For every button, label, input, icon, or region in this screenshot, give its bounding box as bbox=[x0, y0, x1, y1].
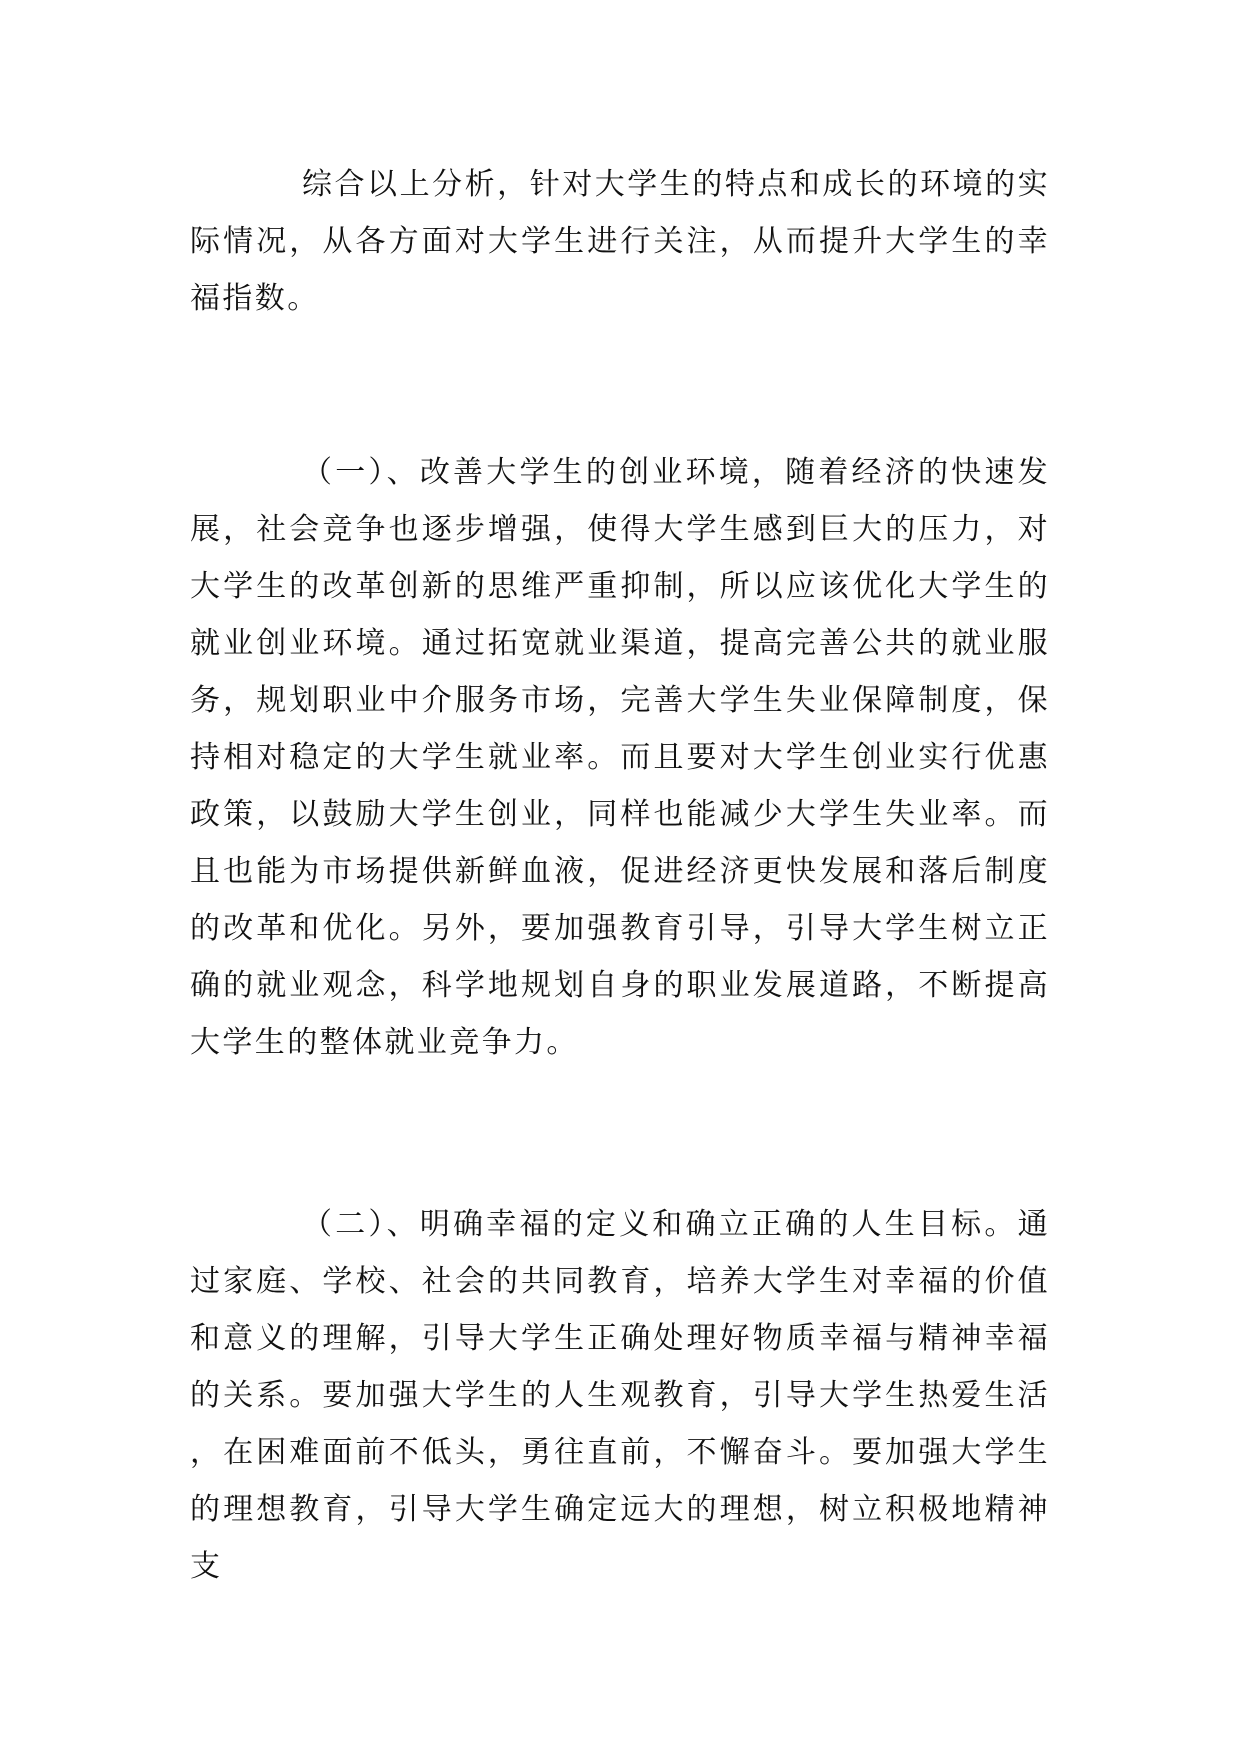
paragraph-section-one: （一）、改善大学生的创业环境，随着经济的快速发展，社会竞争也逐步增强，使得大学生感到巨大的压力，对大学生的改革创新的思维严重抑制，所以应该优化大学生的就业创业环境。通过拓宽就业渠道，提高完善公共的就业服务，规划职业中介服务市场，完善大学生失业保障制度，保持相对稳定的大学生就业率。而且要对大学生创业实行优惠政策，以鼓励大学生创业，同样也能减少大学生失业率。而且也能为市场提供新鲜血液，促进经济更快发展和落后制度的改革和优化。另外，要加强教育引导，引导大学生树立正确的就业观念，科学地规划自身的职业发展道路，不断提高大学生的整体就业竞争力。 bbox=[190, 455, 1050, 1060]
paragraph-section-two: （二）、明确幸福的定义和确立正确的人生目标。通过家庭、学校、社会的共同教育，培养大学生对幸福的价值和意义的理解，引导大学生正确处理好物质幸福与精神幸福的关系。要加强大学生的人生观教育，引导大学生热爱生活，在困难面前不低头，勇往直前，不懈奋斗。要加强大学生的理想教育，引导大学生确定远大的理想，树立积极地精神支 bbox=[190, 1207, 1050, 1584]
paragraph-summary: 综合以上分析，针对大学生的特点和成长的环境的实际情况，从各方面对大学生进行关注，从而提升大学生的幸福指数。 bbox=[190, 167, 1050, 316]
